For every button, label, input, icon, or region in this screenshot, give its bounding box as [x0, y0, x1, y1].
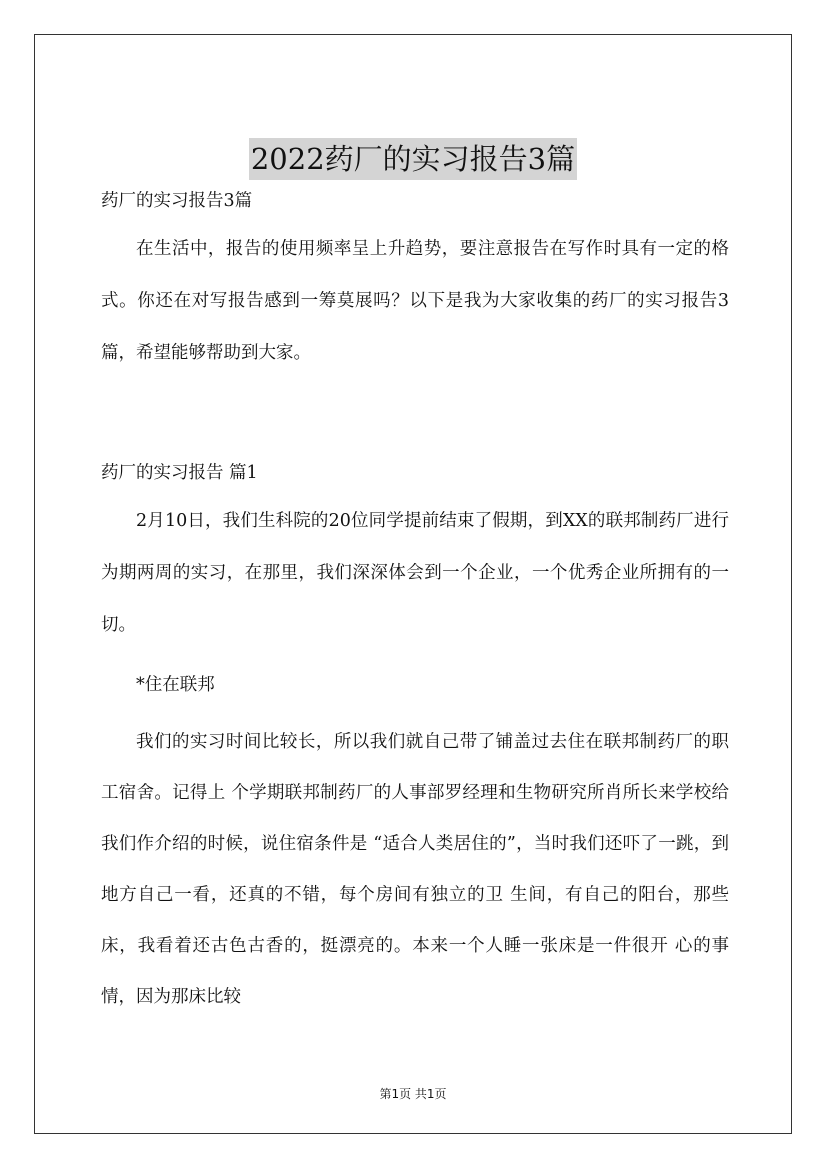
intro-paragraph: 在生活中，报告的使用频率呈上升趋势，要注意报告在写作时具有一定的格式。你还在对写报告感到一筹莫展吗？以下是我为大家收集的药厂的实习报告3篇，希望能够帮助到大家。: [101, 239, 729, 363]
document-subtitle: 药厂的实习报告3篇: [101, 191, 253, 211]
section-heading: 药厂的实习报告 篇1: [101, 463, 258, 483]
section-paragraph-1: 2月10日，我们生科院的20位同学提前结束了假期，到XX的联邦制药厂进行为期两周的实习，在那里，我们深深体会到一个企业，一个优秀企业所拥有的一切。: [101, 511, 729, 635]
section-paragraph-2: 我们的实习时间比较长，所以我们就自己带了铺盖过去住在联邦制药厂的职工宿舍。记得上 个学期联邦制药厂的人事部罗经理和生物研究所肖所长来学校给我们作介绍的时候，说住宿条件是 “适合人类居住的”，当时我们还吓了一跳，到地方自己一看，还真的不错，每个房间有独立的卫 生间，有自己的阳台，那些床，我看着还古色古香的，挺漂亮的。本来一个人睡一张床是一件很开 心的事情，因为那床比较: [101, 732, 729, 1007]
document-title: 2022药厂的实习报告3篇: [249, 138, 577, 180]
title-container: [35, 138, 791, 180]
page-footer: 第1页 共1页: [379, 1087, 447, 1101]
document-page: [34, 34, 792, 1134]
section-subheading: *住在联邦: [136, 675, 215, 695]
